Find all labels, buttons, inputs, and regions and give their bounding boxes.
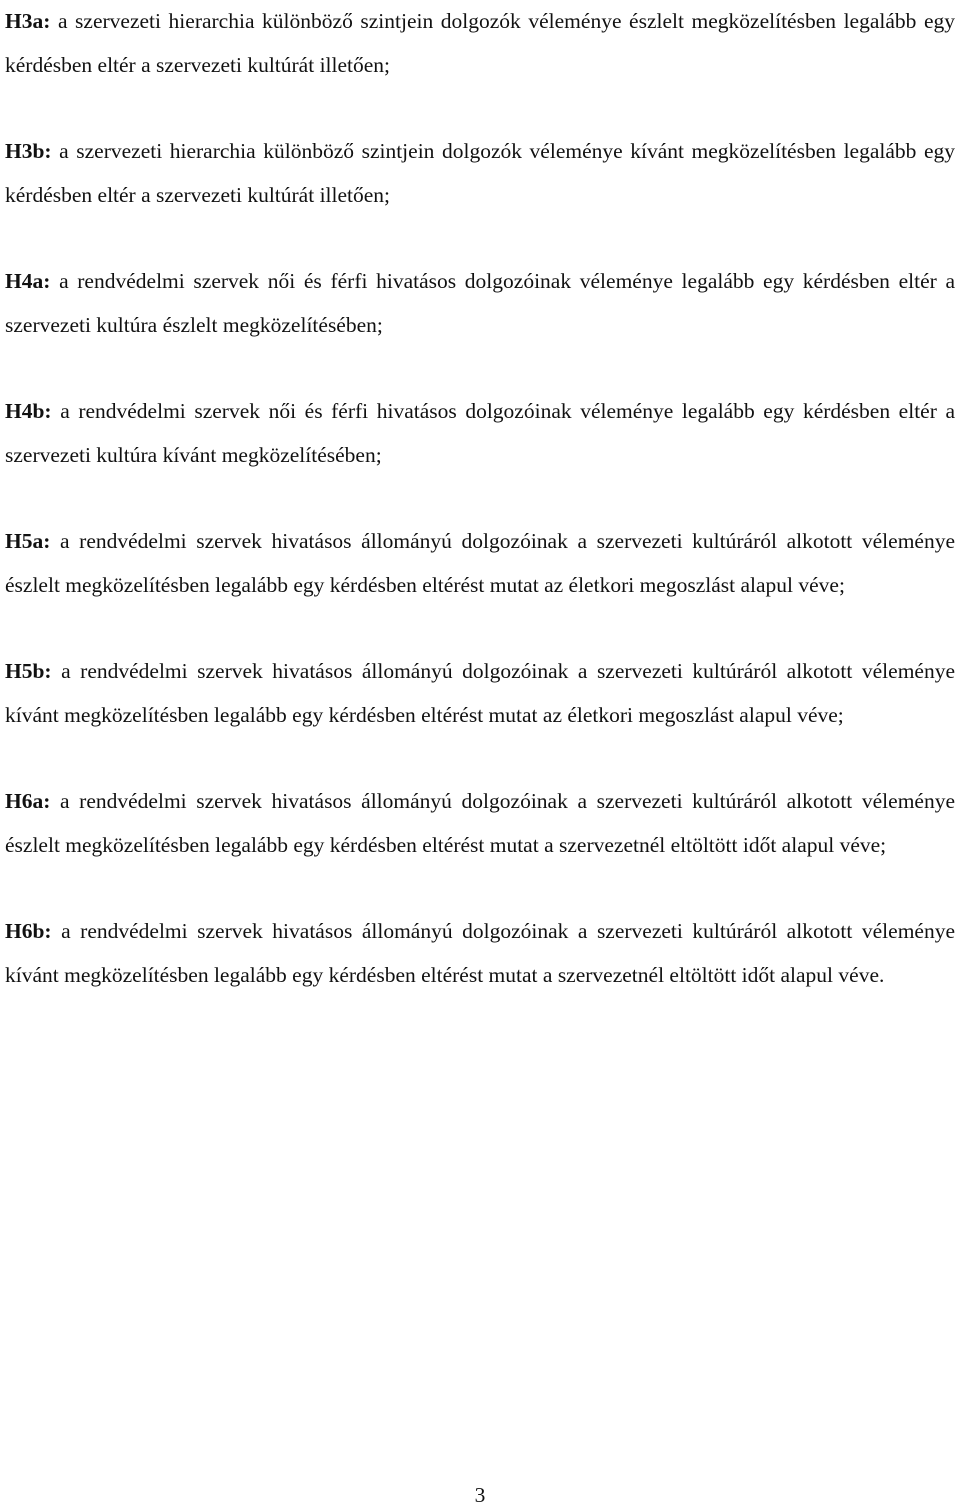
page-number: 3 (474, 1483, 486, 1507)
hypothesis-h3a (5, 0, 955, 87)
hypothesis-text: a rendvédelmi szervek hivatásos állományú dolgozóinak a szervezeti kultúráról alkotott véleménye észlelt megközelítésben legalább egy kérdésben eltérést mutat a szervezetnél eltöltött időt alapul véve; (5, 789, 955, 857)
hypothesis-h6a (5, 780, 955, 867)
hypothesis-id: H3a: (5, 9, 51, 33)
hypothesis-id: H6a: (5, 789, 51, 813)
hypothesis-text: a rendvédelmi szervek női és férfi hivatásos dolgozóinak véleménye legalább egy kérdésben eltér a szervezeti kultúra észlelt megközelítésében; (5, 269, 955, 337)
hypothesis-h5b (5, 650, 955, 737)
hypothesis-h3b (5, 130, 955, 217)
document-page (5, 0, 955, 997)
hypothesis-id: H4a: (5, 269, 51, 293)
hypothesis-text: a szervezeti hierarchia különböző szintjein dolgozók véleménye észlelt megközelítésben legalább egy kérdésben eltér a szervezeti kultúrát illetően; (5, 9, 955, 77)
hypothesis-text: a rendvédelmi szervek hivatásos állományú dolgozóinak a szervezeti kultúráról alkotott véleménye kívánt megközelítésben legalább egy kérdésben eltérést mutat a szervezetnél eltöltött időt alapul véve. (5, 919, 955, 987)
hypothesis-h4b (5, 390, 955, 477)
hypothesis-id: H4b: (5, 399, 52, 423)
hypothesis-text: a rendvédelmi szervek hivatásos állományú dolgozóinak a szervezeti kultúráról alkotott véleménye észlelt megközelítésben legalább egy kérdésben eltérést mutat az életkori megoszlást alapul véve; (5, 529, 955, 597)
hypothesis-h5a (5, 520, 955, 607)
hypothesis-text: a rendvédelmi szervek női és férfi hivatásos dolgozóinak véleménye legalább egy kérdésben eltér a szervezeti kultúra kívánt megközelítésében; (5, 399, 955, 467)
hypothesis-id: H3b: (5, 139, 52, 163)
hypothesis-id: H6b: (5, 919, 52, 943)
hypothesis-id: H5a: (5, 529, 51, 553)
hypothesis-id: H5b: (5, 659, 52, 683)
hypothesis-text: a szervezeti hierarchia különböző szintjein dolgozók véleménye kívánt megközelítésben legalább egy kérdésben eltér a szervezeti kultúrát illetően; (5, 139, 955, 207)
hypothesis-h4a (5, 260, 955, 347)
hypothesis-text: a rendvédelmi szervek hivatásos állományú dolgozóinak a szervezeti kultúráról alkotott véleménye kívánt megközelítésben legalább egy kérdésben eltérést mutat az életkori megoszlást alapul véve; (5, 659, 955, 727)
hypothesis-h6b (5, 910, 955, 997)
